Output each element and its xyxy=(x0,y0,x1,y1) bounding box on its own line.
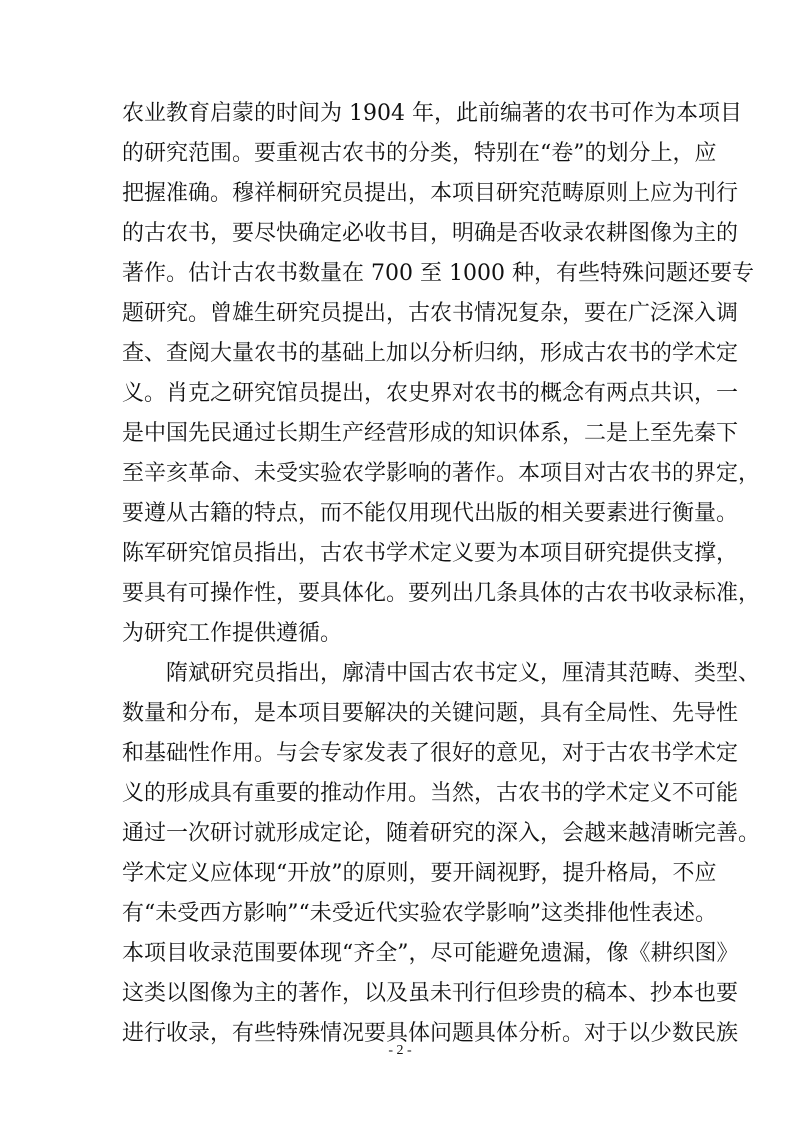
text-line: 和基础性作用。与会专家发表了很好的意见，对于古农书学术定 xyxy=(122,741,739,766)
text-line: 题研究。曾雄生研究员提出，古农书情况复杂，要在广泛深入调 xyxy=(122,301,739,326)
text-line: 查、查阅大量农书的基础上加以分析归纳，形成古农书的学术定 xyxy=(122,341,739,366)
text-line: 要遵从古籍的特点，而不能仅用现代出版的相关要素进行衡量。 xyxy=(122,501,739,526)
text-line: 这类以图像为主的著作，以及虽未刊行但珍贵的稿本、抄本也要 xyxy=(122,981,739,1006)
text-line: 数量和分布，是本项目要解决的关键问题，具有全局性、先导性 xyxy=(122,701,739,726)
text-line: 至辛亥革命、未受实验农学影响的著作。本项目对古农书的界定， xyxy=(122,461,761,486)
text-line: 农业教育启蒙的时间为 1904 年，此前编著的农书可作为本项目 xyxy=(122,101,742,126)
text-line: 是中国先民通过长期生产经营形成的知识体系，二是上至先秦下 xyxy=(122,421,739,446)
text-line: 义的形成具有重要的推动作用。当然，古农书的学术定义不可能 xyxy=(122,781,739,806)
text-line: 著作。估计古农书数量在 700 至 1000 种，有些特殊问题还要专 xyxy=(122,261,754,286)
text-line: 把握准确。穆祥桐研究员提出，本项目研究范畴原则上应为刊行 xyxy=(122,181,739,206)
text-line: 有“未受西方影响”“未受近代实验农学影响”这类排他性表述。 xyxy=(122,901,717,926)
text-line: 的古农书，要尽快确定必收书目，明确是否收录农耕图像为主的 xyxy=(122,221,739,246)
text-line: 陈军研究馆员指出，古农书学术定义要为本项目研究提供支撑， xyxy=(122,541,739,566)
text-line: 本项目收录范围要体现“齐全”，尽可能避免遗漏，像《耕织图》 xyxy=(122,941,739,966)
text-line: 学术定义应体现“开放”的原则，要开阔视野，提升格局，不应 xyxy=(122,861,717,886)
text-line: 义。肖克之研究馆员提出，农史界对农书的概念有两点共识，一 xyxy=(122,381,739,406)
text-line: 进行收录，有些特殊情况要具体问题具体分析。对于以少数民族 xyxy=(122,1021,739,1046)
text-line: 要具有可操作性，要具体化。要列出几条具体的古农书收录标准， xyxy=(122,581,761,606)
page-number: - 2 - xyxy=(388,1043,412,1058)
text-line: 通过一次研讨就形成定论，随着研究的深入，会越来越清晰完善。 xyxy=(122,821,761,846)
text-line: 为研究工作提供遵循。 xyxy=(122,621,343,646)
text-line: 的研究范围。要重视古农书的分类，特别在“卷”的划分上，应 xyxy=(122,141,717,166)
text-line: 隋斌研究员指出，廓清中国古农书定义，厘清其范畴、类型、 xyxy=(166,661,761,686)
